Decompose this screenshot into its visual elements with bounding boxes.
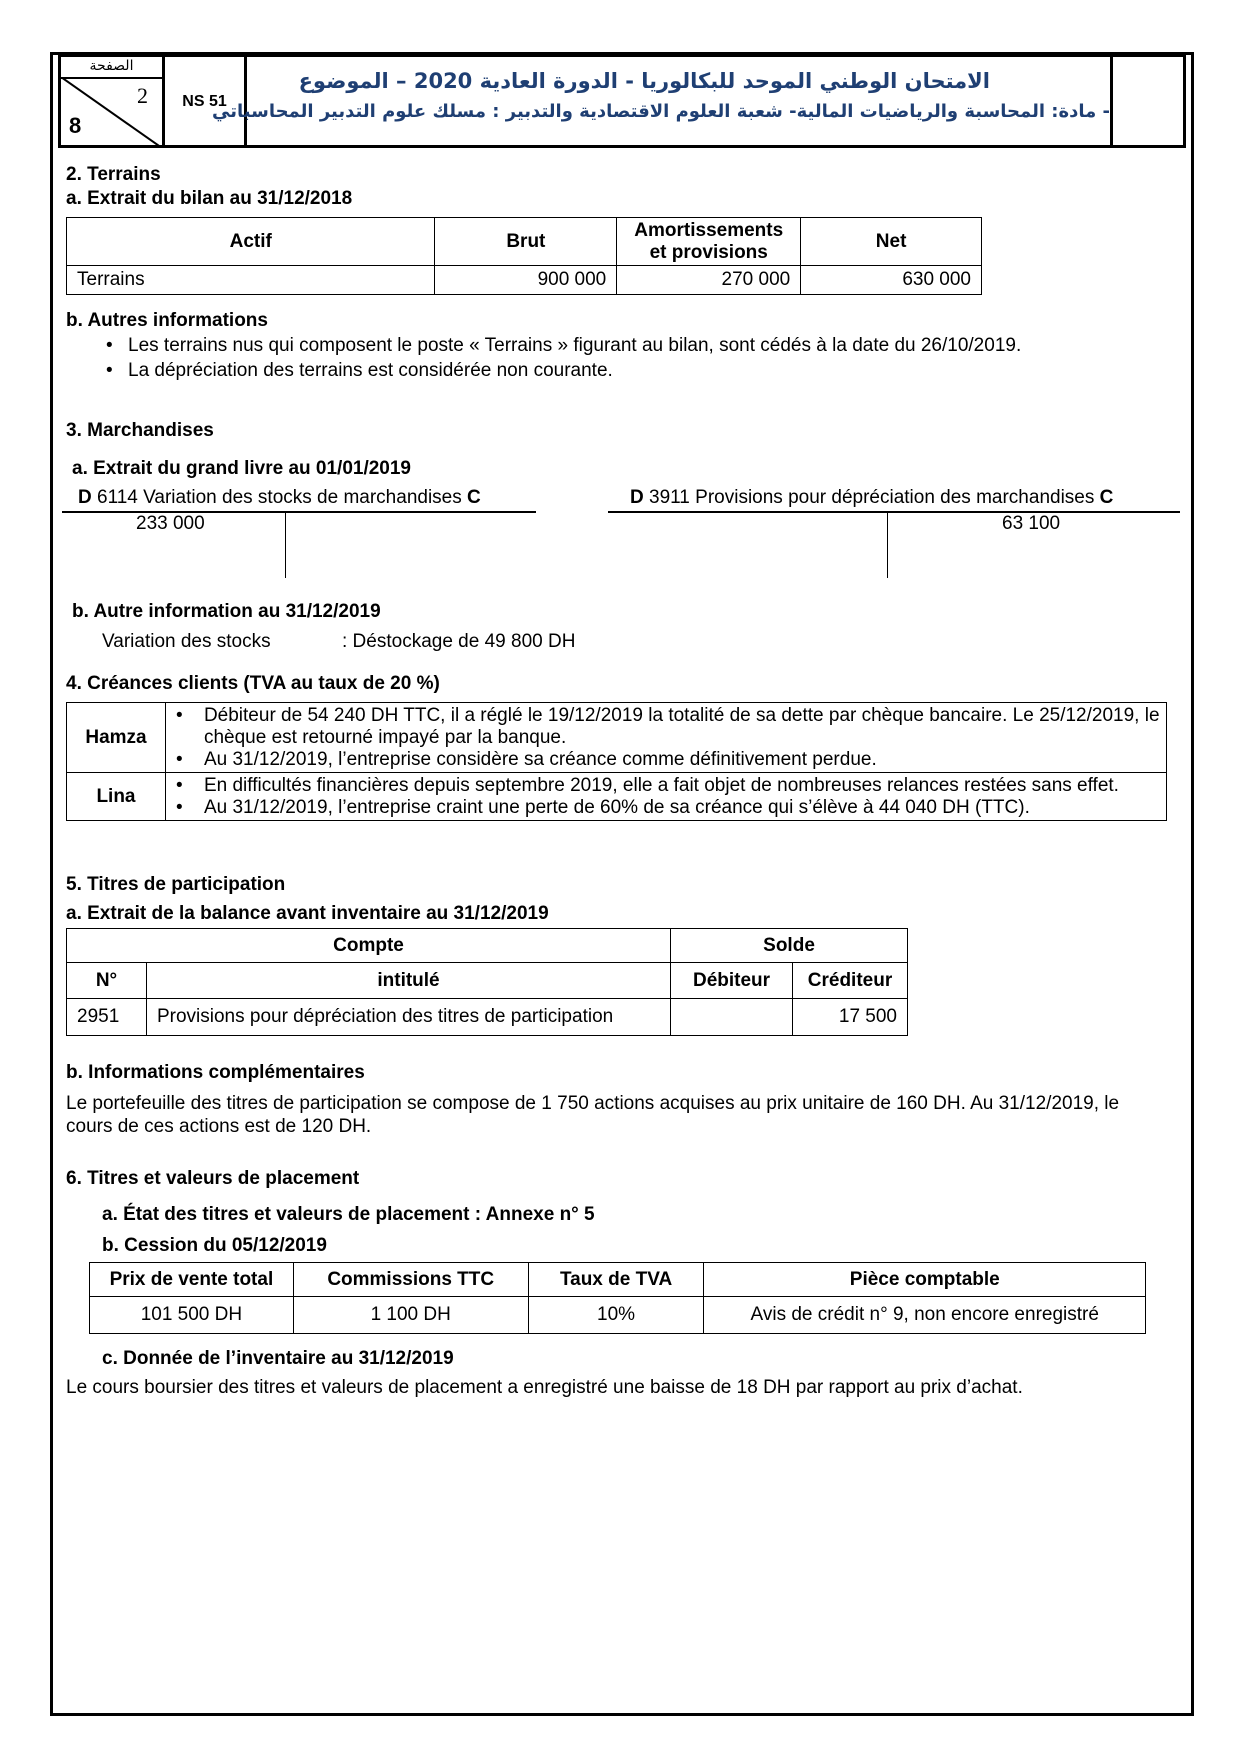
t-account-6114-header [78, 487, 481, 509]
cell-brut: 900 000 [435, 266, 617, 295]
bullet-list [100, 335, 1021, 385]
title-line-1: الامتحان الوطني الموحد للبكالوريا - الدورة العادية 2020 – الموضوع [298, 69, 990, 93]
list-item: • Au 31/12/2019, l’entreprise considère sa créance comme définitivement perdue. [170, 749, 1162, 771]
credit-marker: C [467, 487, 481, 508]
section-5-title: 5. Titres de participation [66, 874, 286, 895]
col-solde: Solde [671, 929, 908, 963]
cell-crediteur: 17 500 [793, 999, 908, 1036]
section-6c-title: c. Donnée de l’inventaire au 31/12/2019 [102, 1348, 454, 1369]
col-debiteur: Débiteur [671, 963, 793, 999]
cell-prix: 101 500 DH [90, 1297, 294, 1334]
t-account-3911-header [630, 487, 1113, 509]
client-name: Lina [67, 773, 166, 821]
section-6-title: 6. Titres et valeurs de placement [66, 1168, 360, 1189]
section-6c-text: Le cours boursier des titres et valeurs de placement a enregistré une baisse de 18 DH par rapport au prix d’achat. [66, 1377, 1023, 1398]
account-label: 3911 Provisions pour dépréciation des marchandises [649, 487, 1095, 508]
col-compte: Compte [67, 929, 671, 963]
account-label: 6114 Variation des stocks de marchandises [97, 487, 462, 508]
col-amortissements: Amortissements et provisions [617, 218, 801, 266]
t-account-3911-credit: 63 100 [1002, 513, 1061, 534]
bilan-table [66, 217, 982, 295]
col-crediteur: Créditeur [793, 963, 908, 999]
page-num: 2 [137, 83, 148, 108]
section-5a-title: a. Extrait de la balance avant inventaire au 31/12/2019 [66, 903, 549, 924]
variation-label: Variation des stocks [102, 631, 271, 652]
section-6a-title: a. État des titres et valeurs de placement : Annexe n° 5 [102, 1204, 595, 1225]
col-net: Net [801, 218, 982, 266]
section-3b-title: b. Autre information au 31/12/2019 [72, 601, 381, 622]
list-item: • Les terrains nus qui composent le poste « Terrains » figurant au bilan, sont cédés à la date du 26/10/2019. [100, 335, 1021, 360]
variation-value: : Déstockage de 49 800 DH [342, 631, 576, 652]
col-commissions: Commissions TTC [293, 1263, 528, 1297]
section-2b-title: b. Autres informations [66, 310, 268, 331]
t-account-6114-rule [62, 511, 536, 513]
table-row [67, 266, 982, 295]
t-account-6114-divider [285, 512, 286, 578]
table-row [67, 703, 1167, 773]
col-no: N° [67, 963, 147, 999]
title-box [212, 57, 1113, 145]
cell-actif: Terrains [67, 266, 435, 295]
cell-no: 2951 [67, 999, 147, 1036]
table-row [90, 1297, 1146, 1334]
cell-tva: 10% [528, 1297, 704, 1334]
t-account-3911-divider [887, 512, 888, 578]
section-5b-title: b. Informations complémentaires [66, 1062, 365, 1083]
cell-intitule: Provisions pour dépréciation des titres de participation [146, 999, 670, 1036]
list-item: • La dépréciation des terrains est considérée non courante. [100, 360, 1021, 385]
section-3-title: 3. Marchandises [66, 420, 214, 441]
credit-marker: C [1099, 487, 1114, 508]
list-item: • Débiteur de 54 240 DH TTC, il a réglé le 19/12/2019 la totalité de sa dette par chèque bancaire. Le 25/12/2019, le chèque est retourné impayé par la banque. [170, 705, 1162, 749]
col-intitule: intitulé [146, 963, 670, 999]
exam-header [58, 54, 1186, 148]
col-brut: Brut [435, 218, 617, 266]
debit-marker: D [78, 487, 92, 508]
cession-table [89, 1262, 1146, 1334]
section-2-title: 2. Terrains [66, 164, 161, 185]
col-tva: Taux de TVA [528, 1263, 704, 1297]
balance-table [66, 928, 908, 1036]
section-4-title: 4. Créances clients (TVA au taux de 20 %) [66, 673, 440, 694]
t-account-3911-rule [608, 511, 1180, 513]
page-label: الصفحة [61, 57, 162, 79]
section-6b-title: b. Cession du 05/12/2019 [102, 1235, 327, 1256]
page-total: 8 [69, 113, 82, 138]
cell-debiteur [671, 999, 793, 1036]
debit-marker: D [630, 487, 644, 508]
section-3a-title: a. Extrait du grand livre au 01/01/2019 [72, 458, 411, 479]
col-actif: Actif [67, 218, 435, 266]
cell-amort: 270 000 [617, 266, 801, 295]
cell-net: 630 000 [801, 266, 982, 295]
col-prix: Prix de vente total [90, 1263, 294, 1297]
title-line-2: - مادة: المحاسبة والرياضيات المالية- شعبة العلوم الاقتصادية والتدبير : مسلك علوم التدبير المحاسباتي [212, 101, 1110, 122]
section-2a-title: a. Extrait du bilan au 31/12/2018 [66, 188, 353, 209]
table-row [67, 999, 908, 1036]
client-name: Hamza [67, 703, 166, 773]
cell-commissions: 1 100 DH [293, 1297, 528, 1334]
t-account-6114-debit: 233 000 [136, 513, 205, 534]
list-item: • En difficultés financières depuis septembre 2019, elle a fait objet de nombreuses relances restées sans effet. [170, 775, 1162, 797]
col-piece: Pièce comptable [704, 1263, 1146, 1297]
page-number-box [61, 57, 165, 145]
list-item: • Au 31/12/2019, l’entreprise craint une perte de 60% de sa créance qui s’élève à 44 040 DH (TTC). [170, 797, 1162, 819]
section-5b-text: Le portefeuille des titres de participation se compose de 1 750 actions acquises au prix unitaire de 160 DH. Au 31/12/2019, le cours de ces actions est de 120 DH. [66, 1093, 1120, 1137]
table-row [67, 773, 1167, 821]
creances-table [66, 702, 1167, 821]
exam-code: NS 51 [182, 93, 227, 110]
cell-piece: Avis de crédit n° 9, non encore enregistré [704, 1297, 1146, 1334]
